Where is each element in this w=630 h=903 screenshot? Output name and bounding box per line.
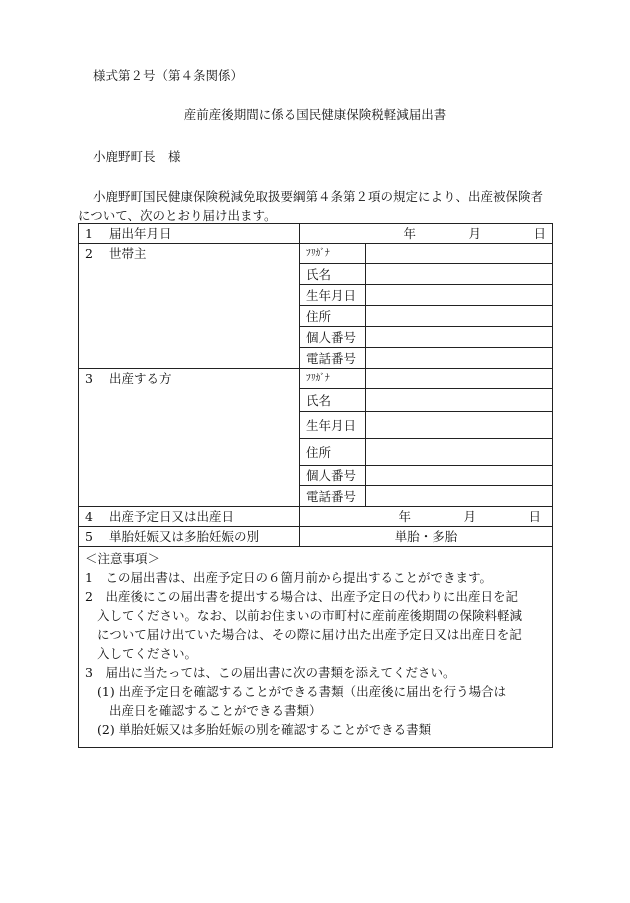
household-head-address-label: 住所 xyxy=(300,306,366,327)
document-title: 産前産後期間に係る国民健康保険税軽減届出書 xyxy=(183,107,447,122)
note-3-1-line-1: (1) 出産予定日を確認することができる書類（出産後に届出を行う場合は xyxy=(97,684,507,699)
mother-furigana-label: ﾌﾘｶﾞﾅ xyxy=(300,369,366,389)
household-head-address-field[interactable] xyxy=(366,306,553,327)
mother-address-field[interactable] xyxy=(366,439,553,466)
household-head-birth-label: 生年月日 xyxy=(300,285,366,306)
household-head-phone-label: 電話番号 xyxy=(300,348,366,369)
household-head-birth-field[interactable] xyxy=(366,285,553,306)
row-notes xyxy=(79,547,553,748)
pregnancy-type-choice[interactable]: 単胎・多胎 xyxy=(300,527,553,547)
mother-phone-field[interactable] xyxy=(366,486,553,507)
mother-address-label: 住所 xyxy=(300,439,366,466)
row-due-date xyxy=(79,507,553,527)
mother-name-label: 氏名 xyxy=(300,389,366,412)
mother-birth-label: 生年月日 xyxy=(300,412,366,439)
note-1: 1 この届出書は、出産予定日の６箇月前から提出することができます。 xyxy=(85,570,492,585)
mother-mynumber-label: 個人番号 xyxy=(300,466,366,486)
household-head-phone-field[interactable] xyxy=(366,348,553,369)
due-date-label: 4 出産予定日又は出産日 xyxy=(79,507,300,527)
household-head-mynumber-label: 個人番号 xyxy=(300,327,366,348)
note-2-line-2: 入してください。なお、以前お住まいの市町村に産前産後期間の保険料軽減 xyxy=(97,608,523,623)
filing-date-label: 1 届出年月日 xyxy=(79,224,300,244)
note-2-line-4: 入してください。 xyxy=(97,646,198,661)
household-head-name-label: 氏名 xyxy=(300,264,366,285)
mother-mynumber-field[interactable] xyxy=(366,466,553,486)
intro-line-2: について、次のとおり届け出ます。 xyxy=(78,208,277,223)
mother-name-field[interactable] xyxy=(366,389,553,412)
pregnancy-type-label: 5 単胎妊娠又は多胎妊娠の別 xyxy=(79,527,300,547)
household-head-name-field[interactable] xyxy=(366,264,553,285)
form-number: 様式第２号（第４条関係） xyxy=(93,68,244,83)
note-3-1-line-2: 出産日を確認することができる書類） xyxy=(109,703,322,718)
note-2-line-1: 2 出産後にこの届出書を提出する場合は、出産予定日の代わりに出産日を記 xyxy=(85,589,518,604)
row-pregnancy-type xyxy=(79,527,553,547)
note-3-2: (2) 単胎妊娠又は多胎妊娠の別を確認することができる書類 xyxy=(97,722,432,737)
row-filing-date xyxy=(79,224,553,244)
mother-label: 3 出産する方 xyxy=(79,369,300,507)
notes-section xyxy=(79,547,553,748)
mother-phone-label: 電話番号 xyxy=(300,486,366,507)
mother-furigana-field[interactable] xyxy=(366,369,553,389)
filing-date-field[interactable]: 年 月 日 xyxy=(300,224,553,244)
intro-line-1: 小鹿野町国民健康保険税減免取扱要綱第４条第２項の規定により、出産被保険者 xyxy=(93,189,544,204)
application-form-table xyxy=(78,223,553,748)
notes-heading: ＜注意事項＞ xyxy=(85,551,161,566)
row-household-head-furigana xyxy=(79,244,553,264)
addressee: 小鹿野町長 様 xyxy=(93,149,181,164)
mother-birth-field[interactable] xyxy=(366,412,553,439)
household-head-furigana-label: ﾌﾘｶﾞﾅ xyxy=(300,244,366,264)
household-head-label: 2 世帯主 xyxy=(79,244,300,369)
household-head-mynumber-field[interactable] xyxy=(366,327,553,348)
note-3: 3 届出に当たっては、この届出書に次の書類を添えてください。 xyxy=(85,665,456,680)
due-date-field[interactable]: 年 月 日 xyxy=(300,507,553,527)
note-2-line-3: について届け出ていた場合は、その際に届け出た出産予定日又は出産日を記 xyxy=(97,627,522,642)
household-head-furigana-field[interactable] xyxy=(366,244,553,264)
